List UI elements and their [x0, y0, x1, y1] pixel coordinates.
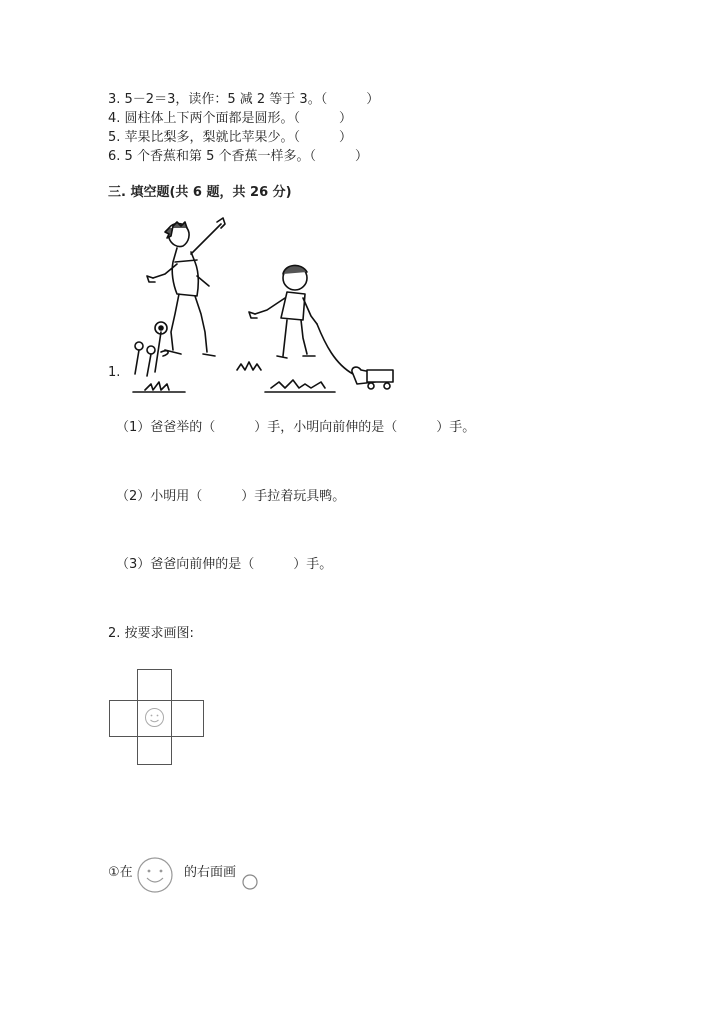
judgment-item-5: 5. 苹果比梨多，梨就比苹果少。（ ）: [108, 130, 353, 145]
q2-title: 2. 按要求画图:: [108, 626, 194, 641]
q2-sub1-prefix: ①在: [108, 865, 133, 880]
small-circle-icon: [241, 873, 259, 891]
smiley-icon: [146, 709, 164, 727]
judgment-item-6: 6. 5 个香蕉和第 5 个香蕉一样多。（ ）: [108, 149, 368, 164]
father-son-illustration: [125, 214, 397, 396]
q1-part-3: （3）爸爸向前伸的是（ ）手。: [116, 557, 333, 572]
cube-net-diagram: [108, 668, 208, 768]
judgment-item-4: 4. 圆柱体上下两个面都是圆形。（ ）: [108, 111, 353, 126]
smiley-face-icon: [136, 856, 174, 894]
q1-number: 1.: [108, 365, 121, 380]
judgment-item-3: 3. 5－2＝3，读作：5 减 2 等于 3。（ ）: [108, 92, 380, 107]
section-title: 三. 填空题(共 6 题，共 26 分): [108, 185, 292, 200]
q1-part-2: （2）小明用（ ）手拉着玩具鸭。: [116, 489, 346, 504]
q1-part-1: （1）爸爸举的（ ）手，小明向前伸的是（ ）手。: [116, 420, 476, 435]
q2-sub1-suffix: 的右面画: [184, 865, 237, 880]
